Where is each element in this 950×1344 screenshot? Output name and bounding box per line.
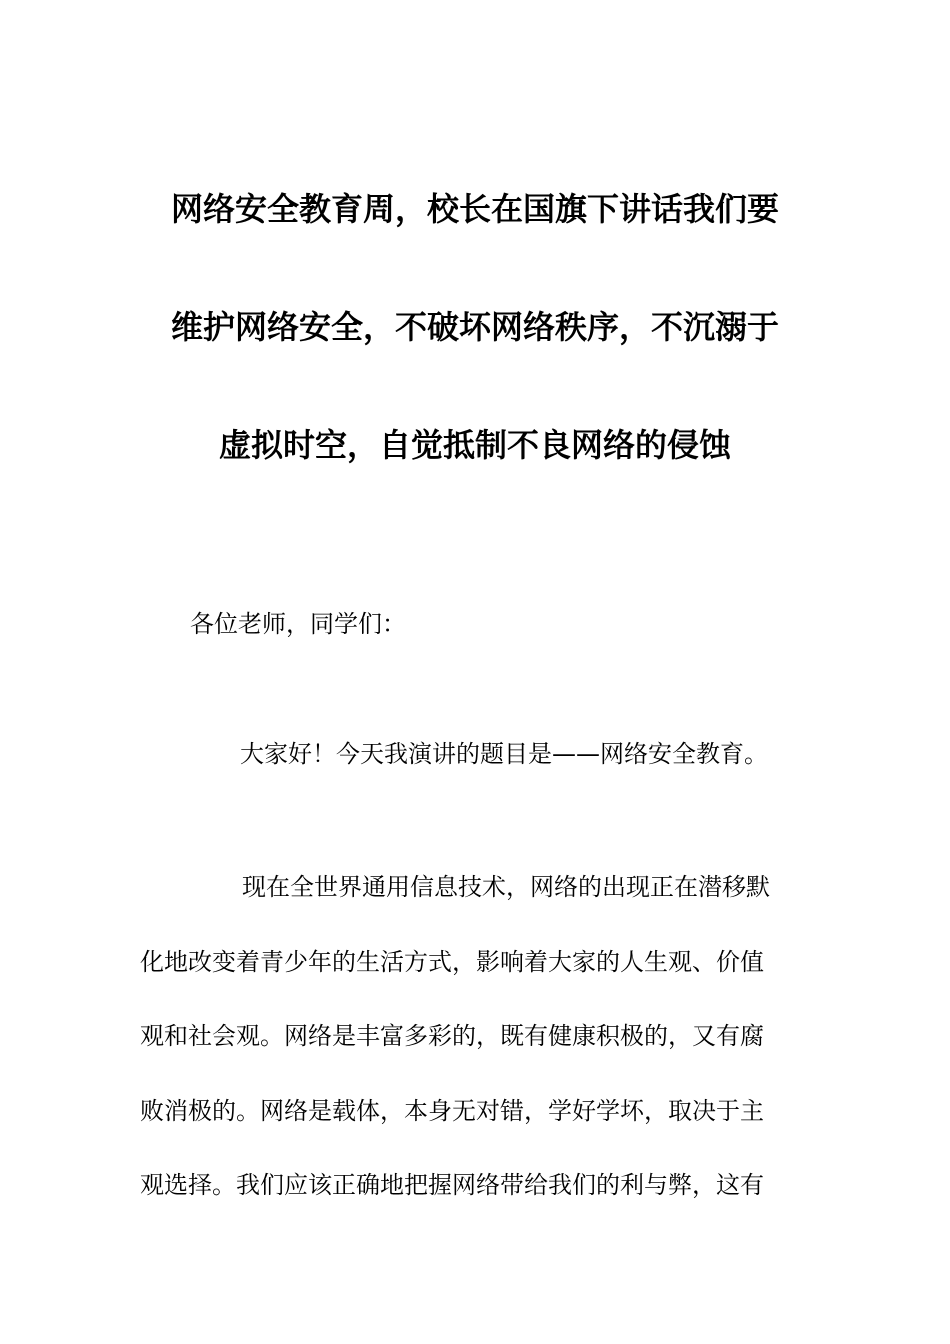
body-line: 观选择。我们应该正确地把握网络带给我们的利与弊，这有 [140, 1171, 764, 1199]
title-line: 网络安全教育周，校长在国旗下讲话我们要 [170, 190, 779, 228]
greeting-text: 大家好！今天我演讲的题目是——网络安全教育。 [240, 740, 768, 768]
body-line: 观和社会观。网络是丰富多彩的，既有健康积极的，又有腐 [140, 1022, 764, 1050]
body-paragraph [140, 850, 810, 1223]
body-line: 败消极的。网络是载体，本身无对错，学好学坏，取决于主 [140, 1096, 764, 1125]
document-title [140, 150, 810, 504]
salutation-text: 各位老师，同学们： [190, 610, 406, 638]
title-line: 虚拟时空，自觉抵制不良网络的侵蚀 [218, 426, 731, 464]
body-line: 现在全世界通用信息技术，网络的出现正在潜移默 [242, 873, 770, 901]
title-line: 维护网络安全，不破坏网络秩序，不沉溺于 [170, 308, 779, 346]
body-line: 化地改变着青少年的生活方式，影响着大家的人生观、价值 [140, 947, 764, 976]
